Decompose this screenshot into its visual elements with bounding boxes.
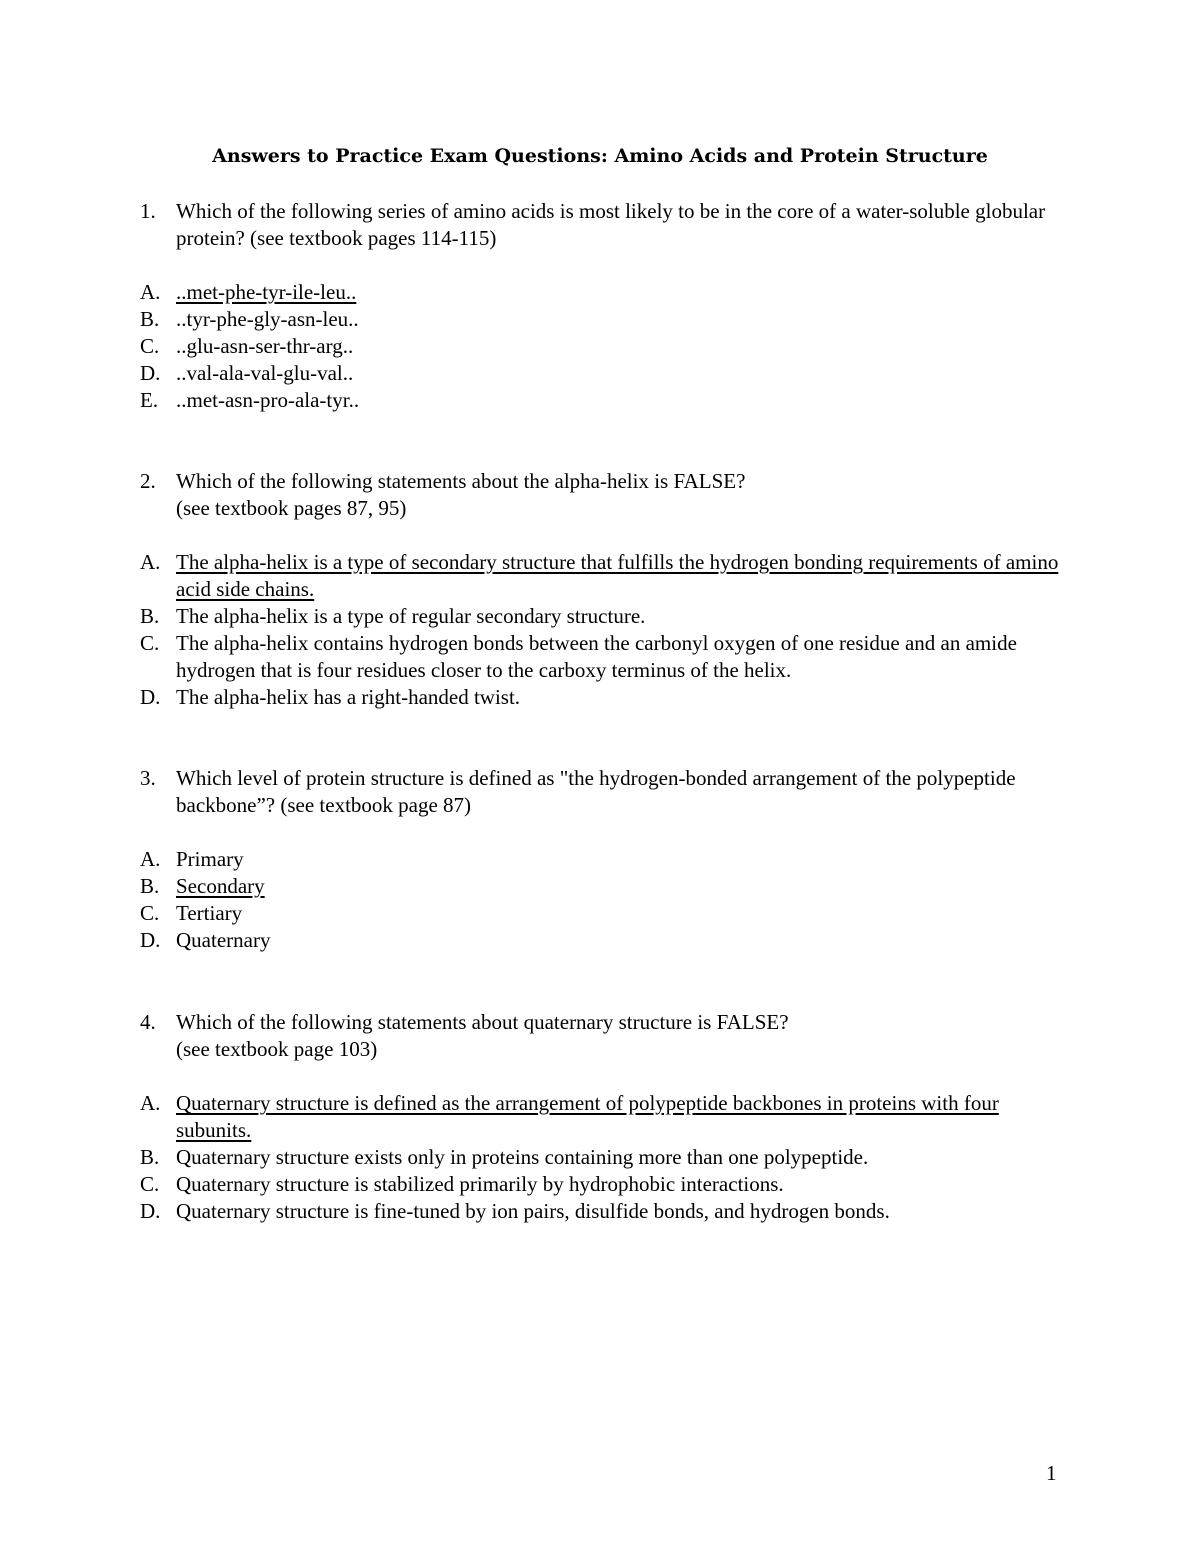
option-text: The alpha-helix contains hydrogen bonds between the carbonyl oxygen of one residue and an amide hydrogen that is four residues closer to the carboxy terminus of the helix.	[176, 631, 1017, 682]
option-text: ..val-ala-val-glu-val..	[176, 361, 354, 385]
correct-answer-text: Secondary	[176, 874, 265, 898]
option-a	[140, 549, 1070, 603]
question-reference: (see textbook page 103)	[176, 1037, 378, 1061]
question-2-options	[140, 549, 1070, 711]
option-letter: A.	[140, 847, 161, 871]
question-text: Which level of protein structure is defined as "the hydrogen-bonded arrangement of the polypeptide backbone”? (see textbook page 87)	[176, 766, 1016, 817]
question-1-options	[140, 279, 1070, 414]
option-a	[140, 1090, 1070, 1144]
question-3-stem	[140, 765, 1070, 819]
option-letter: D.	[140, 1199, 161, 1223]
option-letter: C.	[140, 1172, 160, 1196]
question-3-options	[140, 846, 1070, 954]
option-text: The alpha-helix has a right-handed twist.	[176, 685, 521, 709]
option-letter: B.	[140, 604, 160, 628]
page-title: Answers to Practice Exam Questions: Amino Acids and Protein Structure	[212, 145, 988, 167]
option-text: Tertiary	[176, 901, 243, 925]
question-1-stem	[140, 198, 1070, 252]
option-letter: A.	[140, 550, 161, 574]
option-letter: B.	[140, 307, 160, 331]
option-d	[140, 360, 1070, 387]
question-number: 3.	[140, 766, 156, 790]
option-text: Quaternary structure exists only in proteins containing more than one polypeptide.	[176, 1145, 869, 1169]
option-a	[140, 279, 1070, 306]
option-letter: E.	[140, 388, 159, 412]
option-b	[140, 1144, 1070, 1171]
option-letter: B.	[140, 1145, 160, 1169]
option-letter: C.	[140, 901, 160, 925]
option-letter: D.	[140, 685, 161, 709]
option-text: Primary	[176, 847, 244, 871]
correct-answer-text: The alpha-helix is a type of secondary structure that fulfills the hydrogen bonding requirements of amino acid side chains.	[176, 550, 1059, 601]
option-letter: C.	[140, 334, 160, 358]
correct-answer-text: ..met-phe-tyr-ile-leu..	[176, 280, 357, 304]
option-c	[140, 900, 1070, 927]
question-text: Which of the following statements about quaternary structure is FALSE?	[176, 1010, 789, 1034]
option-text: ..met-asn-pro-ala-tyr..	[176, 388, 360, 412]
option-d	[140, 927, 1070, 954]
option-b	[140, 603, 1070, 630]
question-number: 2.	[140, 469, 156, 493]
option-a	[140, 846, 1070, 873]
option-c	[140, 630, 1070, 684]
option-b	[140, 873, 1070, 900]
option-c	[140, 1171, 1070, 1198]
option-text: Quaternary structure is fine-tuned by ion pairs, disulfide bonds, and hydrogen bonds.	[176, 1199, 890, 1223]
option-d	[140, 1198, 1070, 1225]
option-e	[140, 387, 1070, 414]
option-letter: C.	[140, 631, 160, 655]
question-number: 1.	[140, 199, 156, 223]
option-text: Quaternary	[176, 928, 271, 952]
option-b	[140, 306, 1070, 333]
page-number: 1	[1046, 1461, 1057, 1485]
option-letter: A.	[140, 1091, 161, 1115]
option-text: ..tyr-phe-gly-asn-leu..	[176, 307, 359, 331]
question-text: Which of the following statements about the alpha-helix is FALSE?	[176, 469, 746, 493]
option-letter: D.	[140, 928, 161, 952]
option-letter: D.	[140, 361, 161, 385]
option-letter: A.	[140, 280, 161, 304]
question-number: 4.	[140, 1010, 156, 1034]
question-2-stem	[140, 468, 1070, 522]
option-letter: B.	[140, 874, 160, 898]
question-text: Which of the following series of amino acids is most likely to be in the core of a water-soluble globular protein? (see textbook pages 114-115)	[176, 199, 1046, 250]
option-text: ..glu-asn-ser-thr-arg..	[176, 334, 354, 358]
option-d	[140, 684, 1070, 711]
question-4-stem	[140, 1009, 1070, 1063]
question-4-options	[140, 1090, 1070, 1225]
question-reference: (see textbook pages 87, 95)	[176, 496, 407, 520]
correct-answer-text: Quaternary structure is defined as the arrangement of polypeptide backbones in proteins with four subunits.	[176, 1091, 999, 1142]
option-text: The alpha-helix is a type of regular secondary structure.	[176, 604, 646, 628]
option-text: Quaternary structure is stabilized primarily by hydrophobic interactions.	[176, 1172, 784, 1196]
option-c	[140, 333, 1070, 360]
